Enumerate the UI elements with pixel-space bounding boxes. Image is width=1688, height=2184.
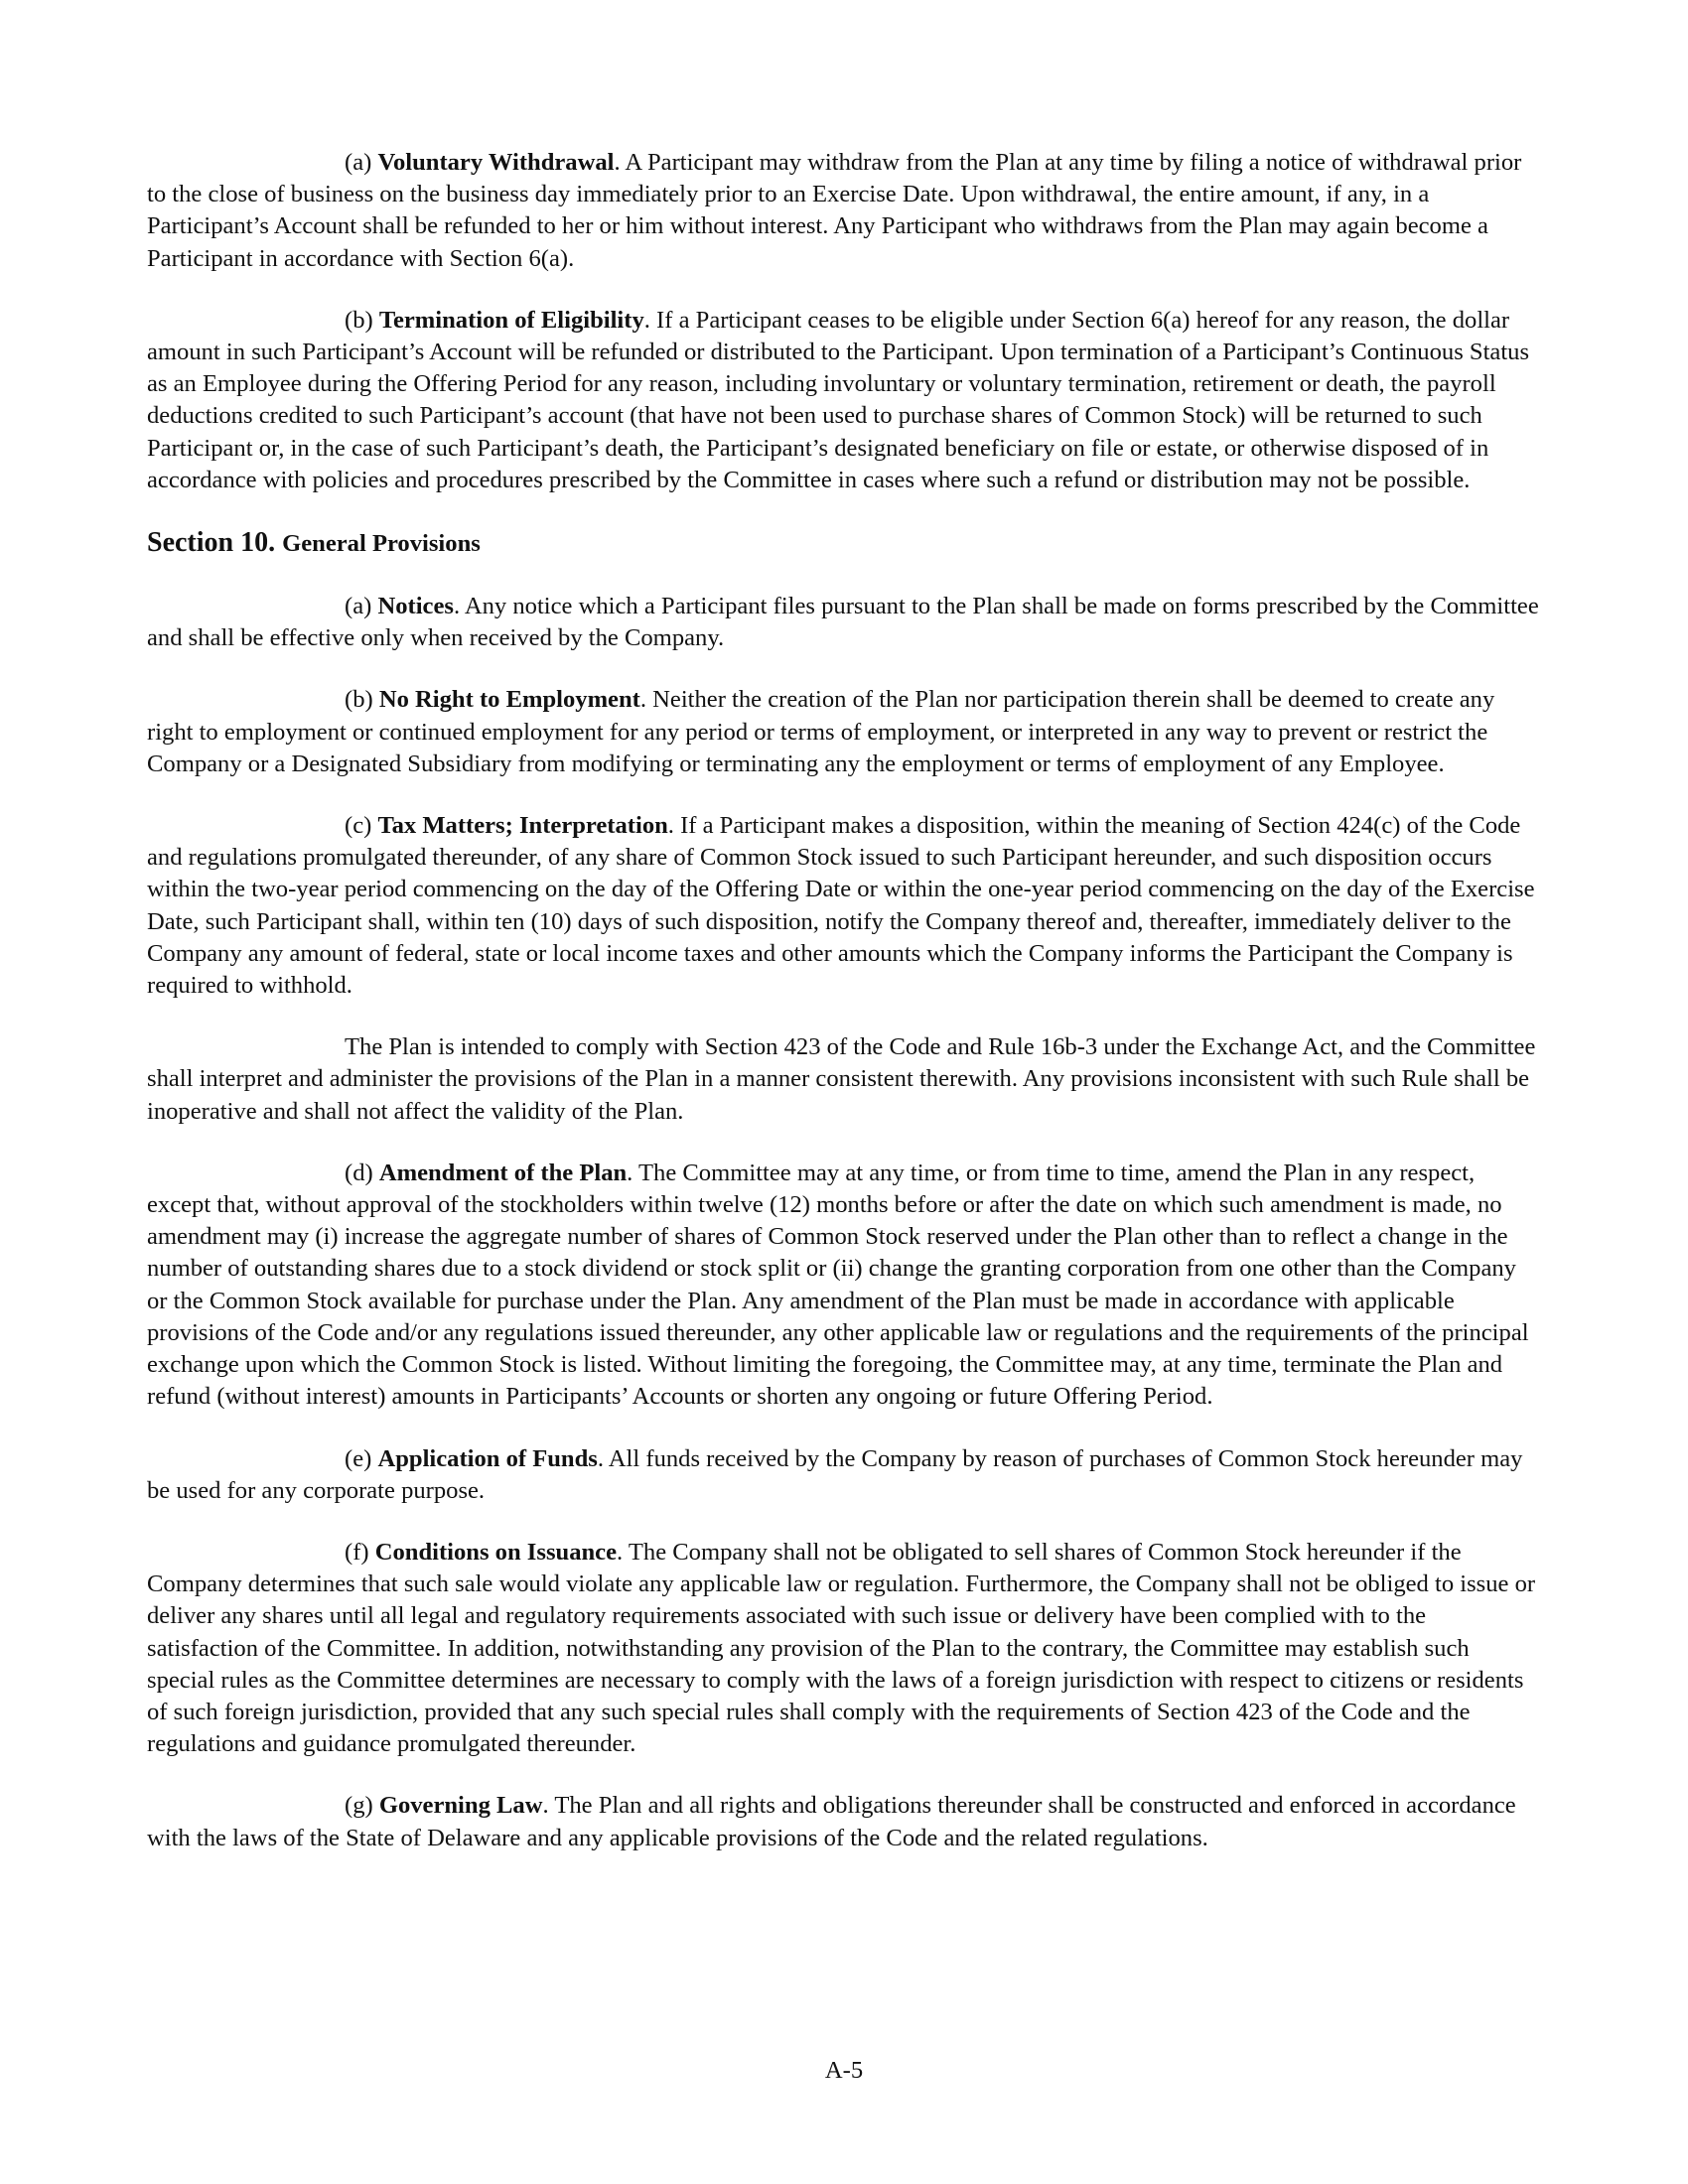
paragraph-prefix: (f) (345, 1538, 375, 1566)
paragraph-plan-compliance (147, 1031, 1539, 1128)
paragraph-no-right-to-employment (147, 684, 1539, 780)
paragraph-title: Conditions on Issuance (374, 1538, 618, 1566)
section-title: General Provisions (282, 530, 481, 558)
paragraph-prefix: (b) (345, 306, 379, 334)
paragraph-prefix: (a) (345, 149, 378, 176)
paragraph-conditions-on-issuance (147, 1537, 1539, 1760)
section-number: Section 10. (147, 527, 276, 559)
paragraph-text: . Any notice which a Participant files pursuant to the Plan shall be made on forms prescribed by the Committee and shall be effective only when received by the Company. (147, 593, 1539, 652)
paragraph-title: Application of Funds (377, 1444, 598, 1472)
paragraph-text: . All funds received by the Company by reason of purchases of Common Stock hereunder may be used for any corporate purpose. (147, 1444, 1523, 1504)
page-number: A-5 (824, 2057, 864, 2084)
paragraph-prefix: (b) (345, 686, 379, 714)
paragraph-title: Amendment of the Plan (378, 1159, 628, 1186)
section-heading (147, 526, 1539, 561)
paragraph-text: The Plan is intended to comply with Section 423 of the Code and Rule 16b-3 under the Exchange Act, and the Committee shall interpret and administer the provisions of the Plan in a manner consistent therewith. Any provisions inconsistent with such Rule shall be inoperative and shall not affect the validity of the Plan. (147, 1033, 1536, 1125)
paragraph-text: . Neither the creation of the Plan nor participation therein shall be deemed to create any right to employment or continued employment for any period or terms of employment, or interpreted in any way to prevent or restrict the Company or a Designated Subsidiary from modifying or terminating any the employment or terms of employment of any Employee. (147, 686, 1495, 777)
paragraph-text: . The Plan and all rights and obligations thereunder shall be constructed and enforced in accordance with the laws of the State of Delaware and any applicable provisions of the Code and the related regulations. (147, 1792, 1516, 1851)
paragraph-prefix: (d) (345, 1159, 379, 1186)
paragraph-text: . A Participant may withdraw from the Plan at any time by filing a notice of withdrawal prior to the close of business on the business day immediately prior to an Exercise Date. Upon withdrawal, the entire amount, if any, in a Participant’s Account shall be refunded to her or him without interest. Any Participant who withdraws from the Plan may again become a Participant in accordance with Section 6(a). (147, 149, 1522, 272)
paragraph-title: Tax Matters; Interpretation (377, 812, 668, 840)
paragraph-prefix: (e) (345, 1444, 378, 1472)
paragraph-termination-of-eligibility (147, 305, 1539, 496)
paragraph-title: Notices (377, 593, 454, 620)
paragraph-text: . The Company shall not be obligated to sell shares of Common Stock hereunder if the Company determines that such sale would violate any applicable law or regulation. Furthermore, the Company shall not be obliged to issue or deliver any shares until all legal and regulatory requirements associated with such issue or delivery have been complied with to the satisfaction of the Committee. In addition, notwithstanding any provision of the Plan to the contrary, the Committee may establish such special rules as the Committee determines are necessary to comply with the laws of a foreign jurisdiction with respect to citizens or residents of such foreign jurisdiction, provided that any such special rules shall comply with the requirements of Section 423 of the Code and the regulations and guidance promulgated thereunder. (147, 1538, 1536, 1758)
paragraph-prefix: (a) (345, 593, 378, 620)
paragraph-text: . The Committee may at any time, or from time to time, amend the Plan in any respect, except that, without approval of the stockholders within twelve (12) months before or after the date on which such amendment is made, no amendment may (i) increase the aggregate number of shares of Common Stock reserved under the Plan other than to reflect a change in the number of outstanding shares due to a stock dividend or stock split or (ii) change the granting corporation from one other than the Company or the Common Stock available for purchase under the Plan. Any amendment of the Plan must be made in accordance with applicable provisions of the Code and/or any regulations issued thereunder, any other applicable law or regulations and the requirements of the principal exchange upon which the Common Stock is listed. Without limiting the foregoing, the Committee may, at any time, terminate the Plan and refund (without interest) amounts in Participants’ Accounts or shorten any ongoing or future Offering Period. (147, 1159, 1529, 1411)
paragraph-voluntary-withdrawal (147, 147, 1539, 275)
paragraph-text: . If a Participant makes a disposition, within the meaning of Section 424(c) of the Code and regulations promulgated thereunder, of any share of Common Stock issued to such Participant hereunder, and such disposition occurs within the two-year period commencing on the day of the Offering Date or within the one-year period commencing on the day of the Exercise Date, such Participant shall, within ten (10) days of such disposition, notify the Company thereof and, thereafter, immediately deliver to the Company any amount of federal, state or local income taxes and other amounts which the Company informs the Participant the Company is required to withhold. (147, 812, 1535, 1000)
paragraph-amendment-of-the-plan (147, 1158, 1539, 1414)
document-page (147, 147, 1539, 1884)
paragraph-title: No Right to Employment (378, 686, 640, 714)
paragraph-prefix: (g) (345, 1792, 379, 1820)
paragraph-text: . If a Participant ceases to be eligible under Section 6(a) hereof for any reason, the dollar amount in such Participant’s Account will be refunded or distributed to the Participant. Upon termination of a Participant’s Continuous Status as an Employee during the Offering Period for any reason, including involuntary or voluntary termination, retirement or death, the payroll deductions credited to such Participant’s account (that have not been used to purchase shares of Common Stock) will be returned to such Participant or, in the case of such Participant’s death, the Participant’s designated beneficiary on file or estate, or otherwise disposed of in accordance with policies and procedures prescribed by the Committee in cases where such a refund or distribution may not be possible. (147, 306, 1530, 493)
paragraph-prefix: (c) (345, 812, 378, 840)
paragraph-title: Voluntary Withdrawal (377, 149, 615, 176)
paragraph-tax-matters (147, 810, 1539, 1002)
paragraph-application-of-funds (147, 1443, 1539, 1507)
paragraph-title: Termination of Eligibility (378, 306, 644, 334)
paragraph-notices (147, 591, 1539, 654)
paragraph-title: Governing Law (378, 1792, 543, 1820)
paragraph-governing-law (147, 1790, 1539, 1853)
